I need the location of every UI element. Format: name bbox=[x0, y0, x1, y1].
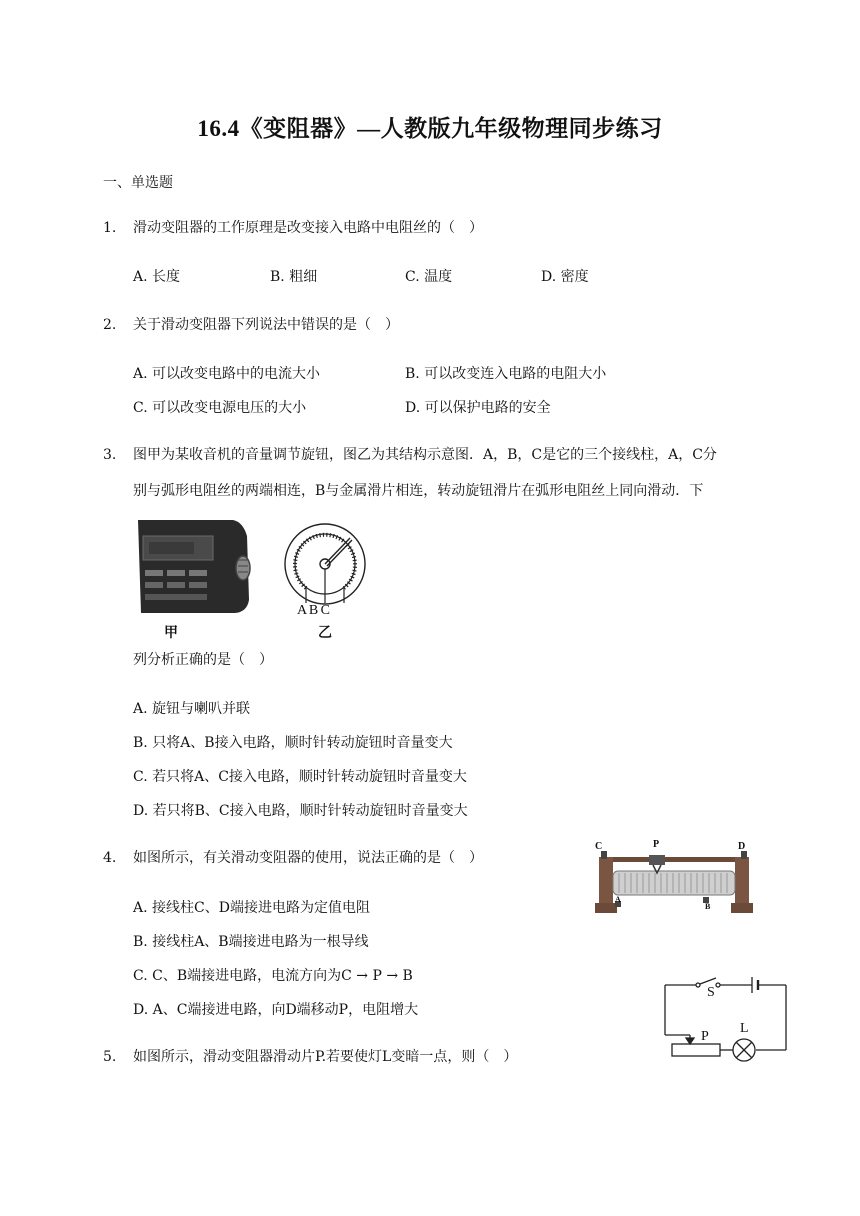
option-c: C. 温度 bbox=[405, 269, 453, 285]
radio-photo-illustration bbox=[135, 516, 255, 616]
terminal-labels: A B C bbox=[297, 603, 331, 618]
rheostat-illustration bbox=[595, 845, 753, 915]
option-a: A. 接线柱C、D端接进电路为定值电阻 bbox=[133, 900, 370, 916]
terminal-c-label: C bbox=[595, 841, 603, 852]
option-a: A. 旋钮与喇叭并联 bbox=[133, 701, 251, 717]
question-number: 2. bbox=[103, 317, 117, 333]
option-a: A. 长度 bbox=[133, 269, 181, 285]
option-d: D. 密度 bbox=[541, 269, 589, 285]
option-c: C. C、B端接进电路，电流方向为C → P → B bbox=[133, 968, 413, 984]
question-1 bbox=[0, 218, 860, 238]
terminal-d-label: D bbox=[738, 841, 746, 852]
option-d: D. A、C端接进电路，向D端移动P，电阻增大 bbox=[133, 1002, 419, 1018]
option-d: D. 若只将B、C接入电路，顺时针转动旋钮时音量变大 bbox=[133, 803, 468, 819]
question-text-line-1: 图甲为某收音机的音量调节旋钮，图乙为其结构示意图．A，B，C是它的三个接线柱，A，C分 bbox=[133, 447, 717, 463]
rheostat-figure bbox=[595, 839, 753, 915]
page-title: 16.4《变阻器》—人教版九年级物理同步练习 bbox=[197, 116, 663, 141]
question-number: 1. bbox=[103, 220, 117, 236]
question-number: 3. bbox=[103, 447, 117, 463]
radio-photo-figure bbox=[135, 516, 255, 616]
terminal-b-label: B bbox=[705, 902, 711, 911]
question-3 bbox=[0, 445, 860, 465]
circuit-diagram bbox=[660, 975, 790, 1070]
question-text-line-2: 别与弧形电阻丝的两端相连，B与金属滑片相连，转动旋钮滑片在弧形电阻丝上同向滑动．下 bbox=[133, 483, 704, 499]
slider-p-label: P bbox=[653, 839, 660, 850]
option-c: C. 若只将A、C接入电路，顺时针转动旋钮时音量变大 bbox=[133, 769, 467, 785]
circuit-figure bbox=[660, 975, 790, 1070]
figure-label-jia: 甲 bbox=[164, 625, 178, 641]
question-text: 如图所示，有关滑动变阻器的使用，说法正确的是（ ） bbox=[133, 850, 483, 866]
terminal-a-label: A bbox=[615, 895, 621, 904]
question-4 bbox=[0, 848, 560, 868]
option-a: A. 可以改变电路中的电流大小 bbox=[133, 366, 321, 382]
switch-s-label: S bbox=[707, 985, 715, 1000]
option-b: B. 接线柱A、B端接进电路为一根导线 bbox=[133, 934, 369, 950]
question-text: 如图所示，滑动变阻器滑动片P.若要使灯L变暗一点，则（ ） bbox=[133, 1049, 518, 1065]
option-d: D. 可以保护电路的安全 bbox=[405, 400, 551, 416]
question-text: 滑动变阻器的工作原理是改变接入电路中电阻丝的（ ） bbox=[133, 220, 483, 236]
question-2 bbox=[0, 315, 860, 335]
question-number: 4. bbox=[103, 850, 117, 866]
option-b: B. 粗细 bbox=[270, 269, 318, 285]
option-b: B. 可以改变连入电路的电阻大小 bbox=[405, 366, 607, 382]
slider-p-label: P bbox=[701, 1029, 709, 1044]
question-number: 5. bbox=[103, 1049, 117, 1065]
option-c: C. 可以改变电源电压的大小 bbox=[133, 400, 307, 416]
question-text-line-3: 列分析正确的是（ ） bbox=[133, 652, 273, 668]
section-heading: 一、单选题 bbox=[103, 175, 173, 191]
lamp-l-label: L bbox=[740, 1021, 749, 1036]
question-5 bbox=[0, 1047, 640, 1067]
figure-label-yi: 乙 bbox=[318, 625, 332, 641]
option-b: B. 只将A、B接入电路，顺时针转动旋钮时音量变大 bbox=[133, 735, 453, 751]
question-text: 关于滑动变阻器下列说法中错误的是（ ） bbox=[133, 317, 399, 333]
